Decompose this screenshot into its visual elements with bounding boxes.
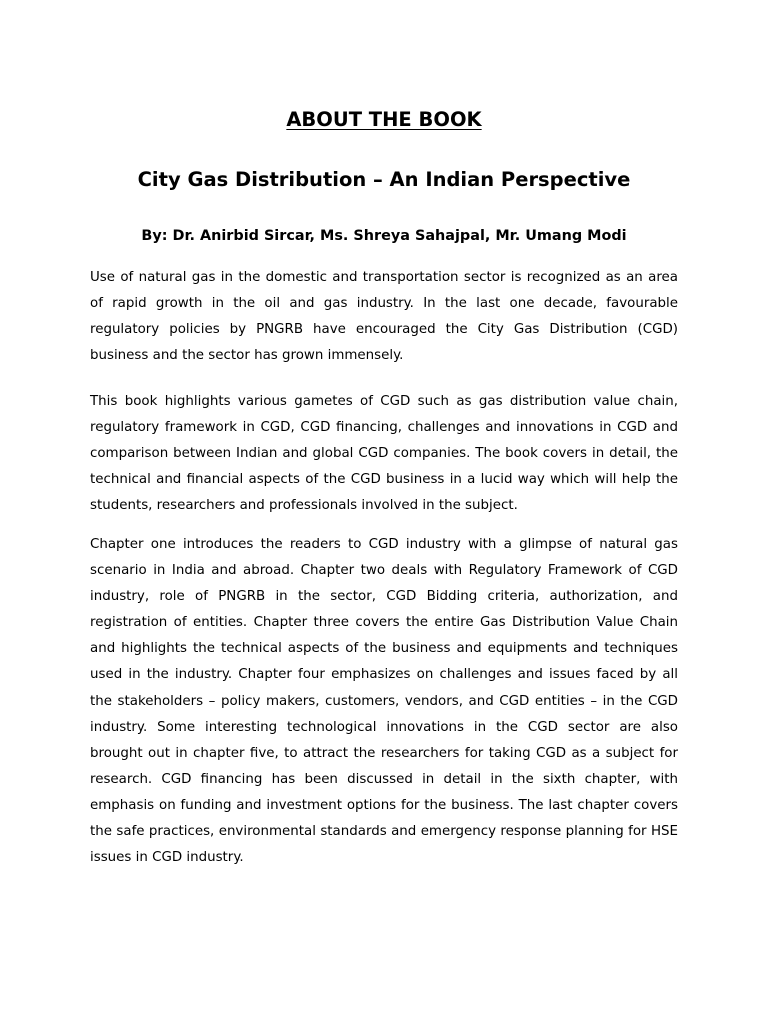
book-title: City Gas Distribution – An Indian Perspective <box>137 168 631 191</box>
paragraph-chapters: Chapter one introduces the readers to CGD industry with a glimpse of natural gas scenario in India and abroad. Chapter two deals with Regulatory Framework of CGD industry, role of PNGRB in the sector, CGD Bidding criteria, authorization, and registration of entities. Chapter three covers the entire Gas Distribution Value Chain and highlights the technical aspects of the business and equipments and techniques used in the industry. Chapter four emphasizes on challenges and issues faced by all the stakeholders – policy makers, customers, vendors, and CGD entities – in the CGD industry. Some interesting technological innovations in the CGD sector are also brought out in chapter five, to attract the researchers for taking CGD as a subject for research. CGD financing has been discussed in detail in the sixth chapter, with emphasis on funding and investment options for the business. The last chapter covers the safe practices, environmental standards and emergency response planning for HSE issues in CGD industry. <box>90 537 678 866</box>
section-title: ABOUT THE BOOK <box>286 108 482 131</box>
paragraph-highlights: This book highlights various gametes of CGD such as gas distribution value chain, regulatory framework in CGD, CGD financing, challenges and innovations in CGD and comparison between Indian and global CGD companies. The book covers in detail, the technical and financial aspects of the CGD business in a lucid way which will help the students, researchers and professionals involved in the subject. <box>90 394 678 514</box>
authors-line: By: Dr. Anirbid Sircar, Ms. Shreya Sahajpal, Mr. Umang Modi <box>141 228 627 244</box>
paragraph-introduction: Use of natural gas in the domestic and transportation sector is recognized as an area of rapid growth in the oil and gas industry. In the last one decade, favourable regulatory policies by PNGRB have encouraged the City Gas Distribution (CGD) business and the sector has grown immensely. <box>90 270 678 364</box>
